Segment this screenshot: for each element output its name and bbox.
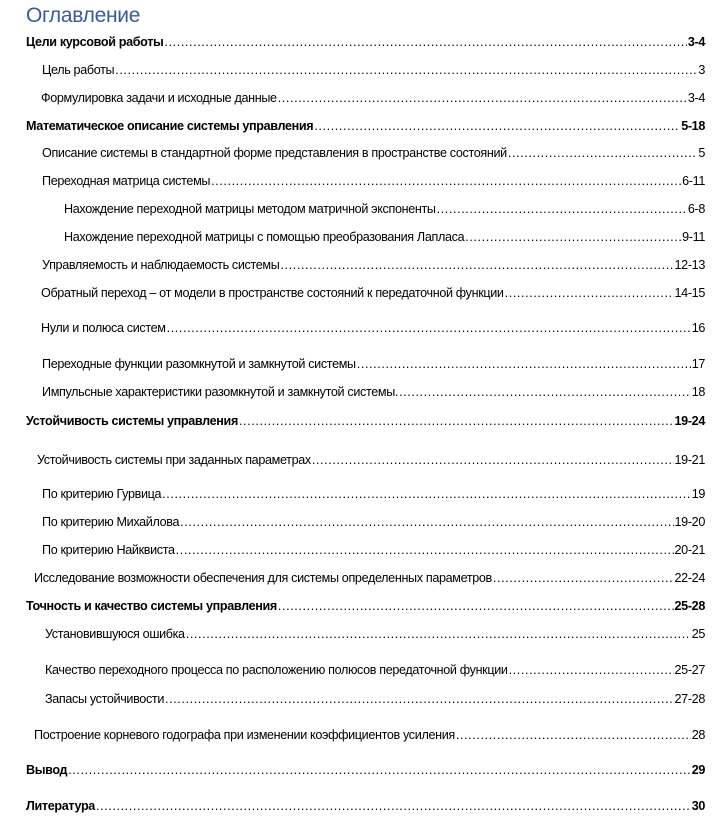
dot-leader	[399, 383, 691, 401]
toc-entry-label: Качество переходного процесса по расположению полюсов передаточной функции	[45, 663, 508, 677]
toc-entry-label: Формулировка задачи и исходные данные	[41, 91, 277, 105]
toc-entry-label: Математическое описание системы управления	[26, 119, 314, 133]
toc-entry[interactable]	[45, 625, 705, 643]
toc-entry[interactable]	[26, 117, 705, 135]
toc-entry[interactable]	[45, 661, 705, 679]
toc-entry-page: 28	[691, 728, 705, 742]
toc-entry-label: По критерию Найквиста	[42, 543, 175, 557]
toc-entry-page: 6-8	[687, 202, 705, 216]
dot-leader	[278, 89, 687, 107]
dot-leader	[167, 319, 691, 337]
toc-entry-label: Описание системы в стандартной форме представления в пространстве состояний	[42, 146, 507, 160]
toc-entry-page: 6-11	[682, 174, 705, 188]
toc-entry-label: Нахождение переходной матрицы методом матричной экспоненты	[64, 202, 436, 216]
toc-entry-label: По критерию Михайлова	[42, 515, 180, 529]
toc-entry-page: 19-20	[674, 515, 705, 529]
toc-entry-label: Вывод	[26, 763, 68, 777]
toc-entry-label: Переходные функции разомкнутой и замкнутой системы	[42, 357, 356, 371]
dot-leader	[96, 797, 691, 815]
toc-entry[interactable]	[45, 690, 705, 708]
toc-entry[interactable]	[26, 597, 705, 615]
toc-entry-label: Литература	[26, 799, 95, 813]
toc-entry[interactable]	[42, 485, 705, 503]
toc-entry-page: 17	[691, 357, 705, 371]
toc-entry[interactable]	[42, 355, 705, 373]
toc-entry-page: 19-21	[674, 453, 705, 467]
toc-entry-label: Переходная матрица системы	[42, 174, 211, 188]
dot-leader	[456, 726, 691, 744]
toc-entry-page: 3-4	[687, 91, 705, 105]
dot-leader	[314, 117, 680, 135]
toc-entry[interactable]	[42, 383, 705, 401]
toc-entry-page: 22-24	[674, 571, 705, 585]
toc-entry-label: Обратный переход – от модели в пространстве состояний к передаточной функции	[41, 286, 504, 300]
dot-leader	[508, 144, 697, 162]
dot-leader	[312, 451, 674, 469]
toc-entry-page: 12-13	[674, 258, 705, 272]
toc-entry-page: 20-21	[674, 543, 705, 557]
dot-leader	[505, 284, 674, 302]
dot-leader	[186, 625, 691, 643]
toc-entry-page: 5	[698, 146, 705, 160]
toc-entry-label: Нахождение переходной матрицы с помощью преобразования Лапласа	[64, 230, 465, 244]
dot-leader	[280, 256, 673, 274]
toc-entry[interactable]	[34, 726, 705, 744]
dot-leader	[165, 690, 674, 708]
dot-leader	[239, 412, 674, 430]
toc-entry[interactable]	[26, 412, 705, 430]
toc-entry[interactable]	[37, 451, 705, 469]
dot-leader	[164, 33, 686, 51]
toc-entry[interactable]	[42, 172, 705, 190]
toc-entry-page: 19-24	[674, 414, 705, 428]
dot-leader	[509, 661, 674, 679]
toc-entry[interactable]	[41, 284, 705, 302]
dot-leader	[357, 355, 691, 373]
toc-entry-label: Устойчивость системы при заданных параметрах	[37, 453, 311, 467]
toc-entry[interactable]	[26, 797, 705, 815]
toc-entry-label: По критерию Гурвица	[42, 487, 162, 501]
toc-entry[interactable]	[42, 256, 705, 274]
toc-entry-label: Импульсные характеристики разомкнутой и замкнутой системы.	[42, 385, 399, 399]
toc-entry-page: 25-28	[674, 599, 705, 613]
toc-entry[interactable]	[34, 569, 705, 587]
toc-entry-page: 25	[691, 627, 705, 641]
toc-entry-label: Точность и качество системы управления	[26, 599, 277, 613]
toc-entry-page: 14-15	[674, 286, 705, 300]
toc-entry[interactable]	[26, 33, 705, 51]
dot-leader	[176, 541, 674, 559]
toc-entry[interactable]	[26, 761, 705, 779]
dot-leader	[180, 513, 673, 531]
toc-entry-label: Управляемость и наблюдаемость системы	[42, 258, 280, 272]
dot-leader	[493, 569, 674, 587]
toc-entry-label: Цели курсовой работы	[26, 35, 164, 49]
toc-entry[interactable]	[41, 89, 705, 107]
dot-leader	[437, 200, 687, 218]
dot-leader	[278, 597, 674, 615]
toc-entry-label: Нули и полюса систем	[41, 321, 166, 335]
dot-leader	[162, 485, 691, 503]
dot-leader	[465, 228, 681, 246]
toc-entry-page: 27-28	[674, 692, 705, 706]
toc-title: Оглавление	[26, 4, 141, 27]
toc-entry[interactable]	[64, 228, 705, 246]
toc-entry-label: Устойчивость системы управления	[26, 414, 238, 428]
toc-entry-label: Установившуюся ошибка	[45, 627, 185, 641]
toc-entry[interactable]	[42, 61, 705, 79]
toc-entry-label: Цель работы	[42, 63, 115, 77]
dot-leader	[211, 172, 681, 190]
toc-entry-page: 29	[691, 763, 705, 777]
toc-entry-page: 30	[691, 799, 705, 813]
toc-entry-label: Запасы устойчивости	[45, 692, 164, 706]
toc-entry-page: 18	[691, 385, 705, 399]
toc-entry[interactable]	[42, 513, 705, 531]
toc-entry-page: 5-18	[681, 119, 705, 133]
toc-entry-page: 3	[698, 63, 705, 77]
toc-entry[interactable]	[41, 319, 705, 337]
toc-entry[interactable]	[42, 144, 705, 162]
toc-entry-label: Исследование возможности обеспечения для системы определенных параметров	[34, 571, 492, 585]
toc-entry[interactable]	[42, 541, 705, 559]
toc-entry[interactable]	[64, 200, 705, 218]
toc-entry-page: 3-4	[687, 35, 705, 49]
toc-entry-label: Построение корневого годографа при изменении коэффициентов усиления	[34, 728, 455, 742]
toc-entry-page: 19	[691, 487, 705, 501]
dot-leader	[115, 61, 697, 79]
toc-entry-page: 16	[691, 321, 705, 335]
toc-entry-page: 25-27	[674, 663, 705, 677]
toc-entry-page: 9-11	[682, 230, 705, 244]
dot-leader	[68, 761, 690, 779]
